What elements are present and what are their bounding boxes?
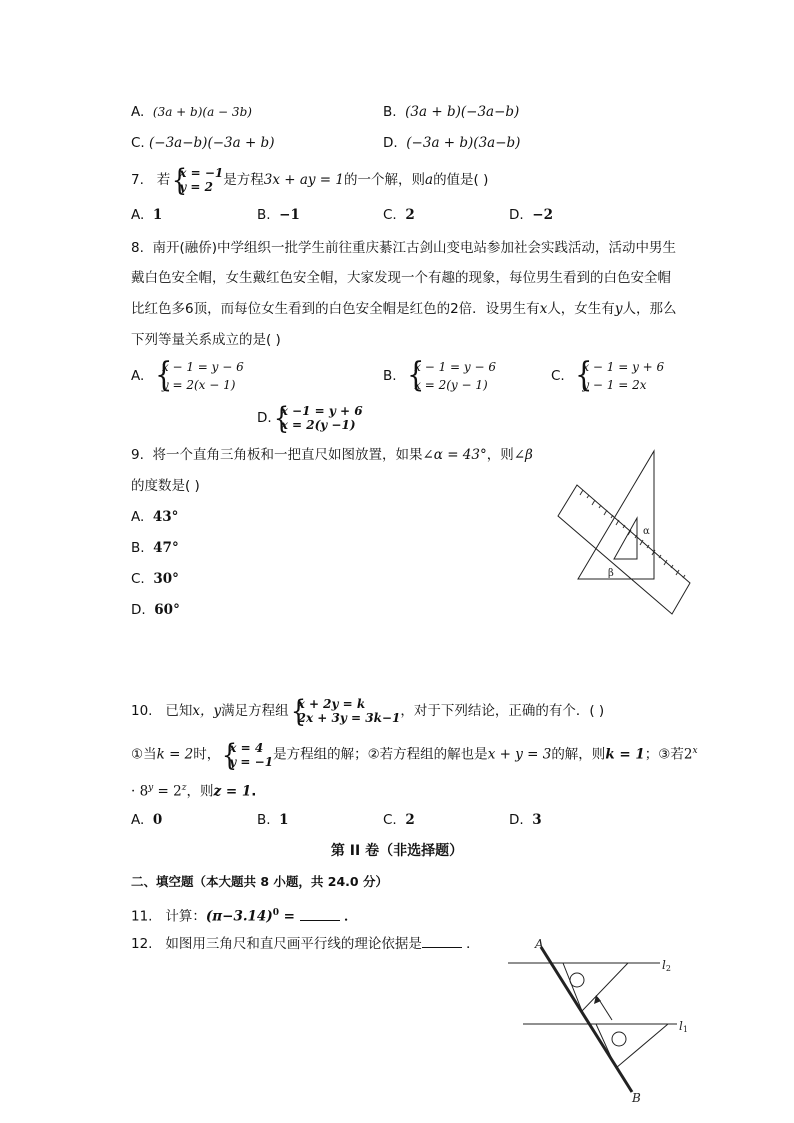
question-number: 12. xyxy=(131,936,153,952)
question-number: 10. xyxy=(131,703,153,719)
q9-option-c: C. 30° xyxy=(131,571,179,587)
q7-system: { x = −1 y = 2 xyxy=(172,163,224,198)
q10-option-b: B. 1 xyxy=(257,812,289,828)
q10-option-a: A. 0 xyxy=(131,812,163,828)
q6-option-b: B. (3a + b)(−3a−b) xyxy=(383,104,520,120)
q6-option-d-expr: (−3a + b)(3a−b) xyxy=(406,135,521,151)
question-number: 7. xyxy=(131,172,144,188)
q8-option-c: C. { x − 1 = y + 6 y − 1 = 2x xyxy=(551,355,665,395)
question-number: 8. xyxy=(131,240,144,256)
alpha-label: α xyxy=(643,526,650,537)
q10-option-c: C. 2 xyxy=(383,812,415,828)
q9-option-a: A. 43° xyxy=(131,509,179,525)
q8-option-d: D. { x −1 = y + 6 x = 2(y −1) xyxy=(257,401,363,436)
q6-option-c: C. (−3a−b)(−3a + b) xyxy=(131,135,275,151)
arrow-head xyxy=(594,995,601,1004)
triangle-inner xyxy=(614,518,637,559)
q7-option-b: B. −1 xyxy=(257,207,300,223)
question-10-line-2: ①当k = 2时， { x = 4 y = −1 是方程组的解；②若方程组的解也是x + y = 3的解，则k = 1；③若2$^x$ xyxy=(131,737,698,773)
q9-option-b: B. 47° xyxy=(131,540,179,556)
q7-option-a: A. 1 xyxy=(131,207,163,223)
q6-option-a-expr: (3a + b)(a − 3b) xyxy=(152,105,252,119)
q9-option-d: D. 60° xyxy=(131,602,180,618)
q10-option-d: D. 3 xyxy=(509,812,542,828)
question-10-line-3: · $8^y = 2^z$，则z = 1. xyxy=(131,783,257,800)
question-11: 11. 计算：$(\pi-3.14)^0$ = ． xyxy=(131,908,358,925)
q6-option-b-expr: (3a + b)(−3a−b) xyxy=(405,104,520,120)
ruler-ab xyxy=(541,947,632,1092)
question-9-line-1: 9. 将一个直角三角板和一把直尺如图放置，如果∠α = 43°，则∠β xyxy=(131,447,533,463)
question-7: 7. 若 { x = −1 y = 2 是方程3x + ay = 1的一个解，则a的值是( ) xyxy=(131,163,489,198)
q7-option-c: C. 2 xyxy=(383,207,415,223)
triangle-lower-hole xyxy=(612,1032,626,1046)
question-10-line-1: 10. 已知x，y满足方程组 { x + 2y = k 2x + 3y = 3k−1 ，对于下列结论，正确的有个．( ) xyxy=(131,694,605,729)
question-9-line-2: 的度数是( ) xyxy=(131,478,200,494)
question-8-line-3: 比红色多6顶，而每位女生看到的白色安全帽是红色的2倍．设男生有x人，女生有y人，那么 xyxy=(131,301,677,317)
ruler xyxy=(558,485,690,614)
q6-option-d: D. (−3a + b)(3a−b) xyxy=(383,135,521,151)
point-b-label: B xyxy=(632,1091,641,1105)
q8-option-a: A. { x − 1 = y − 6 y = 2(x − 1) xyxy=(131,355,244,395)
answer-blank[interactable] xyxy=(300,908,340,921)
l2-label: l2 xyxy=(662,958,671,973)
q6-option-c-expr: (−3a−b)(−3a + b) xyxy=(149,135,275,151)
q8-option-b: B. { x − 1 = y − 6 x = 2(y − 1) xyxy=(383,355,497,395)
triangle-upper xyxy=(563,963,628,1011)
q7-option-d: D. −2 xyxy=(509,207,553,223)
triangle-upper-hole xyxy=(570,973,584,987)
q6-option-a: A. (3a + b)(a − 3b) xyxy=(131,104,252,120)
section-title: 第 II 卷（非选择题） xyxy=(330,843,464,859)
answer-blank[interactable] xyxy=(422,935,462,948)
question-12: 12. 如图用三角尺和直尺画平行线的理论依据是 ． xyxy=(131,936,480,952)
beta-label: β xyxy=(608,568,614,579)
question-8-line-1: 8. 南开(融侨)中学组织一批学生前往重庆綦江古剑山变电站参加社会实践活动，活动中男生 xyxy=(131,240,677,256)
l1-label: l1 xyxy=(679,1019,688,1034)
question-8-line-4: 下列等量关系成立的是( ) xyxy=(131,332,281,348)
q9-figure xyxy=(555,448,695,618)
point-a-label: A xyxy=(535,937,544,951)
question-8-line-2: 戴白色安全帽，女生戴红色安全帽，大家发现一个有趣的现象，每位男生看到的白色安全帽 xyxy=(131,270,671,286)
question-number: 11. xyxy=(131,908,153,925)
question-number: 9. xyxy=(131,447,144,463)
triangle-outer xyxy=(578,451,654,579)
fill-in-header: 二、填空题（本大题共 8 小题，共 24.0 分） xyxy=(131,874,388,889)
triangle-lower xyxy=(596,1024,668,1068)
q12-figure xyxy=(505,935,695,1107)
